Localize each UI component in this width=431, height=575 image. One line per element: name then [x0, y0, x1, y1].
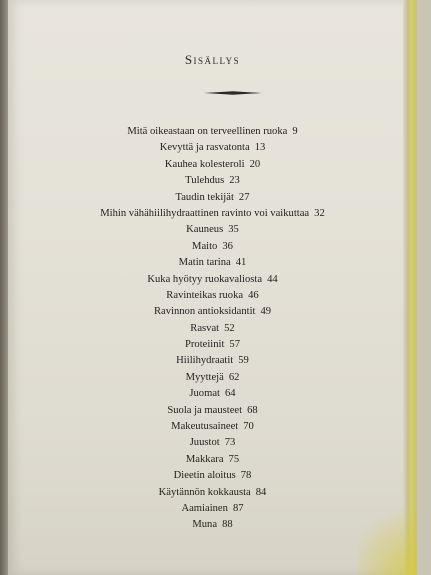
toc-entry [8, 255, 417, 271]
toc-entry-label: Taudin tekijät [175, 191, 234, 203]
toc-entry-page-number: 20 [249, 158, 261, 170]
toc-entry-page-number: 49 [260, 306, 272, 318]
toc-entry-page-number: 52 [224, 322, 235, 334]
toc-entry [8, 435, 417, 451]
toc-entry [8, 321, 417, 337]
toc-entry [8, 452, 417, 468]
toc-entry-page-number: 88 [222, 519, 233, 531]
toc-entry-page-number: 32 [314, 207, 325, 219]
toc-entry [8, 272, 417, 288]
toc-entry-page-number: 41 [235, 257, 247, 269]
toc-entry [8, 157, 417, 173]
toc-entry-page-number: 27 [238, 191, 250, 203]
ornament-divider [204, 90, 262, 96]
toc-entry [8, 370, 417, 386]
toc-entry-page-number: 59 [238, 355, 249, 367]
toc-entry [8, 288, 417, 304]
toc-entry-label: Juomat [189, 388, 220, 400]
toc-entry [8, 501, 417, 517]
toc-entry [8, 337, 417, 353]
toc-entry-page-number: 35 [228, 224, 239, 236]
toc-entry-label: Kauhea kolesteroli [164, 158, 245, 170]
toc-entry [8, 386, 417, 402]
toc-entry-page-number: 44 [267, 273, 278, 285]
book-page [8, 0, 417, 575]
toc-entry-label: Maito [192, 240, 218, 252]
toc-entry-label: Ravinnon antioksidantit [153, 306, 256, 318]
toc-entry-page-number: 64 [225, 388, 236, 400]
toc-entry-label: Ravinteikas ruoka [166, 289, 244, 301]
toc-entry-page-number: 68 [247, 404, 258, 416]
toc-entry-page-number: 23 [229, 175, 240, 187]
toc-entry-page-number: 57 [229, 339, 241, 351]
toc-entry [8, 403, 417, 419]
page-title: Sisällys [184, 52, 241, 67]
toc-entry-page-number: 36 [222, 240, 233, 252]
toc-entry [8, 222, 417, 238]
toc-entry-page-number: 70 [243, 421, 254, 433]
toc-entry-label: Dieetin aloitus [173, 470, 236, 482]
toc-entry [8, 239, 417, 255]
toc-entry-label: Mihin vähähiilihydraattinen ravinto voi vaikuttaa [100, 207, 310, 219]
toc-entry-label: Juustot [189, 437, 220, 449]
toc-entry-page-number: 78 [240, 470, 252, 482]
toc-entry-label: Proteiinit [184, 339, 225, 351]
toc-entry-label: Hiilihydraatit [176, 355, 234, 367]
toc-entry [8, 206, 417, 222]
toc-entry [8, 485, 417, 501]
toc-entry-page-number: 87 [232, 502, 244, 514]
toc-entry-label: Kauneus [186, 224, 224, 236]
toc-entry-label: Matin tarina [178, 257, 231, 269]
toc-entry-page-number: 9 [292, 126, 298, 137]
toc-entry-label: Rasvat [190, 322, 220, 334]
toc-entry-page-number: 62 [228, 371, 240, 383]
toc-entry [8, 304, 417, 320]
toc-entry-label: Makeutusaineet [171, 421, 239, 433]
toc-entry-label: Kuka hyötyy ruokavaliosta [147, 273, 263, 285]
toc-entry-page-number: 46 [248, 289, 259, 301]
toc-entry [8, 419, 417, 435]
toc-entry-page-number: 75 [228, 453, 240, 465]
toc-entry [8, 140, 417, 156]
toc-entry [8, 353, 417, 369]
toc-entry-page-number: 84 [255, 486, 267, 498]
toc-entry-label: Aamiainen [181, 502, 228, 514]
toc-entry-page-number: 73 [224, 437, 236, 449]
toc-entry-label: Käytännön kokkausta [158, 486, 251, 498]
toc-entry-label: Makkara [185, 453, 224, 465]
toc-entry-label: Muna [192, 519, 218, 531]
toc-entry [8, 124, 417, 140]
toc-entry-label: Tulehdus [185, 175, 225, 187]
toc-entry [8, 468, 417, 484]
toc-entry [8, 173, 417, 189]
toc-entry-label: Myyttejä [185, 371, 224, 383]
toc-entry [8, 190, 417, 206]
toc-entry-page-number: 13 [254, 142, 266, 154]
table-of-contents [8, 124, 417, 534]
toc-entry-label: Mitä oikeastaan on terveellinen ruoka [127, 126, 288, 137]
toc-entry [8, 517, 417, 533]
toc-entry-label: Kevyttä ja rasvatonta [159, 142, 250, 154]
toc-entry-label: Suola ja mausteet [167, 404, 243, 416]
